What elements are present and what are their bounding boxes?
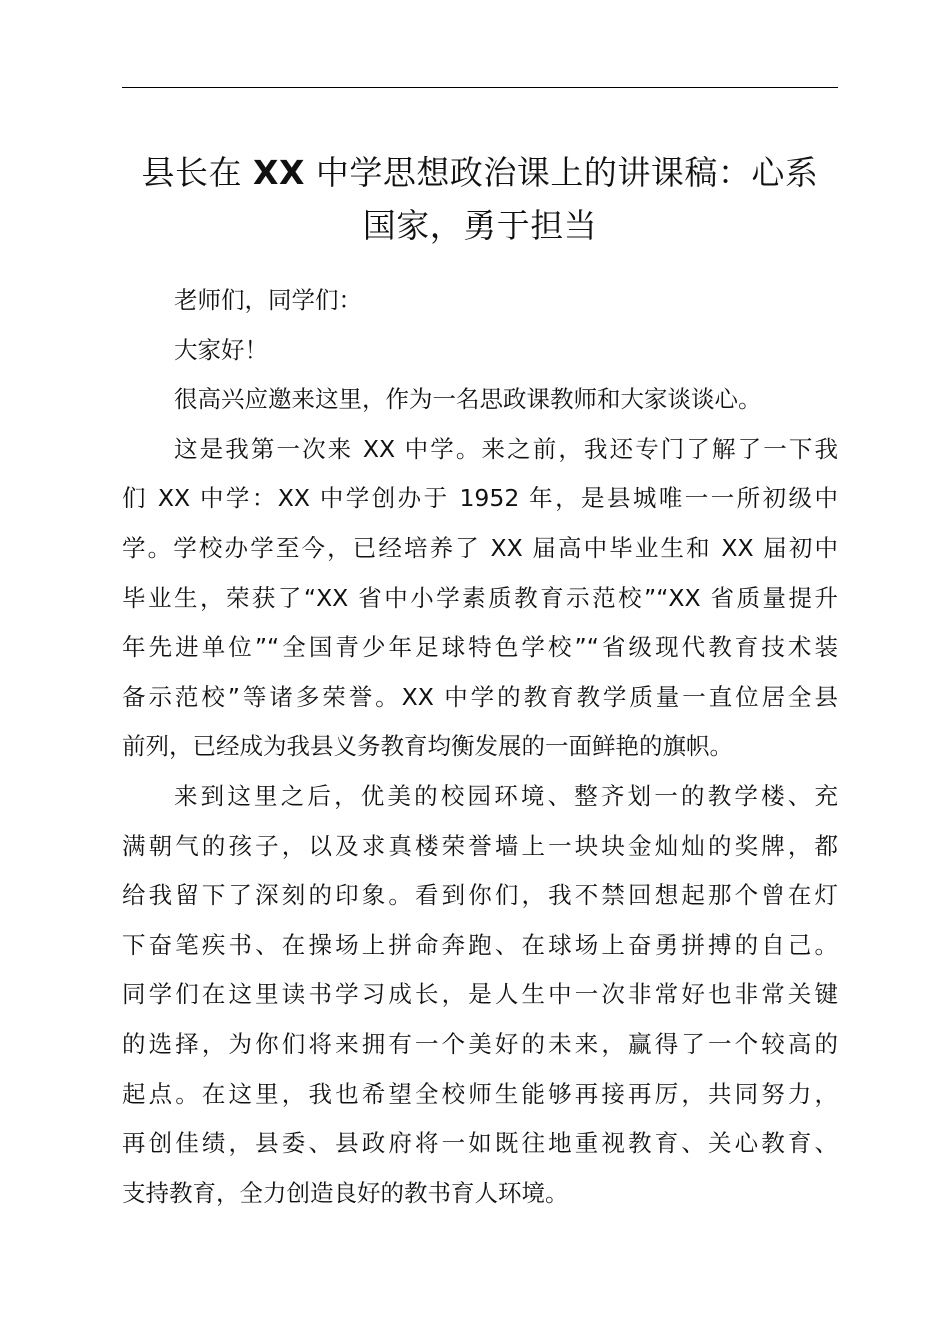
document-title [110, 146, 850, 252]
body-line: 毕业生，荣获了“XX 省中小学素质教育示范校”“XX 省质量提升 [122, 583, 838, 612]
title-line-1 [110, 146, 850, 199]
header-rule [122, 87, 838, 88]
body-line: 年先进单位”“全国青少年足球特色学校”“省级现代教育技术装 [122, 633, 838, 662]
body-line: 满朝气的孩子，以及求真楼荣誉墙上一块块金灿灿的奖牌，都 [122, 831, 838, 860]
title-suffix: 中学思想政治课上的讲课稿：心系 [304, 153, 819, 192]
title-school-name: XX [253, 153, 305, 192]
salutation: 老师们，同学们： [174, 286, 362, 314]
body-line: 前列，已经成为我县义务教育均衡发展的一面鲜艳的旗帜。 [122, 732, 733, 761]
greeting: 大家好！ [174, 335, 268, 364]
body-line: 们 XX 中学：XX 中学创办于 1952 年，是县城唯一一所初级中 [122, 484, 838, 513]
body-line: 学。学校办学至今，已经培养了 XX 届高中毕业生和 XX 届初中 [122, 533, 838, 562]
body-line: 同学们在这里读书学习成长，是人生中一次非常好也非常关键 [122, 980, 838, 1009]
title-line-2: 国家，勇于担当 [362, 206, 598, 245]
body-line: 备示范校”等诸多荣誉。XX 中学的教育教学质量一直位居全县 [122, 682, 838, 711]
title-prefix: 县长在 [141, 153, 254, 192]
body-line: 给我留下了深刻的印象。看到你们，我不禁回想起那个曾在灯 [122, 881, 838, 910]
body-line: 支持教育，全力创造良好的教书育人环境。 [122, 1178, 569, 1207]
body-line: 下奋笔疾书、在操场上拼命奔跑、在球场上奋勇拼搏的自己。 [122, 930, 838, 959]
body-line: 起点。在这里，我也希望全校师生能够再接再厉，共同努力， [122, 1079, 838, 1108]
document-body [122, 276, 838, 1218]
body-line: 很高兴应邀来这里，作为一名思政课教师和大家谈谈心。 [174, 385, 762, 414]
body-line: 来到这里之后，优美的校园环境、整齐划一的教学楼、充 [174, 781, 838, 810]
body-line: 再创佳绩，县委、县政府将一如既往地重视教育、关心教育、 [122, 1129, 838, 1158]
body-line: 的选择，为你们将来拥有一个美好的未来，赢得了一个较高的 [122, 1029, 838, 1058]
body-line: 这是我第一次来 XX 中学。来之前，我还专门了解了一下我 [174, 434, 838, 463]
